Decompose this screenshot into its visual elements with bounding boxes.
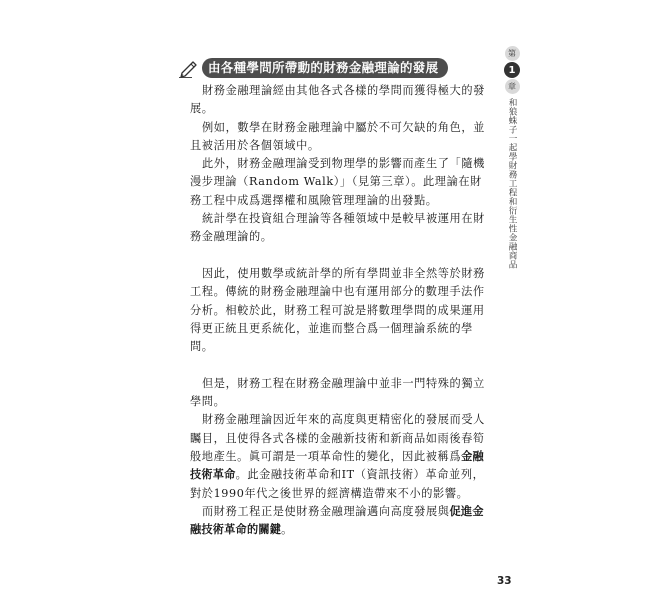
pencil-icon (178, 58, 200, 78)
paragraph (190, 411, 488, 502)
paragraph (190, 82, 488, 119)
page-number: 33 (497, 575, 512, 587)
paragraph-text: 因此，使用數學或統計學的所有學問並非全然等於財務工程。傳統的財務金融理論中也有運用部分的數理手法作分析。相較於此，財務工程可說是將數理學問的成果運用得更正統且更系統化，並進而整合爲一個理論系統的學問。 (190, 266, 485, 354)
chapter-tab (503, 46, 521, 269)
paragraph-text: 但是，財務工程在財務金融理論中並非一門特殊的獨立學問。 (190, 376, 485, 409)
paragraph-text: 財務金融理論因近年來的高度與更精密化的發展而受人矚目，且使得各式各樣的金融新技術和新商品如雨後春筍般地產生。眞可謂是一項革命性的變化，因此被稱爲 (190, 413, 485, 463)
paragraph-text: 。 (281, 523, 293, 537)
chapter-number: 1 (504, 62, 520, 78)
paragraph-text: 。此金融技術革命和IT（資訊技術）革命並列，對於1990年代之後世界的經濟構造帶來不小的影響。 (190, 468, 485, 500)
chapter-suffix: 章 (505, 79, 520, 94)
paragraph (190, 155, 488, 210)
paragraph-text: 財務金融理論經由其他各式各樣的學問而獲得極大的發展。 (190, 84, 485, 116)
section-heading-label: 由各種學問所帶動的財務金融理論的發展 (202, 58, 448, 78)
paragraph (190, 265, 488, 356)
paragraph-text: 例如，數學在財務金融理論中屬於不可欠缺的角色，並且被活用於各個領域中。 (190, 120, 485, 152)
paragraph (190, 503, 488, 540)
paragraph (190, 375, 488, 412)
paragraph (190, 210, 488, 247)
paragraph (190, 119, 488, 156)
book-title: 和狼蛛子一起學財務工程和衍生性金融商品 (507, 98, 517, 269)
section-heading (178, 58, 448, 78)
paragraph-text: 此外，財務金融理論受到物理學的影響而產生了「隨機漫步理論（Random Walk）」（見第三章）。此理論在財務工程中成爲選擇權和風險管理理論的出發點。 (190, 157, 485, 207)
paragraph-text: 而財務工程正是使財務金融理論邁向高度發展與 (202, 504, 450, 518)
bold-term: 金融技術革命 (190, 449, 484, 482)
chapter-prefix: 第 (505, 46, 520, 61)
bold-term: 促進金融技術革命的關鍵 (190, 504, 484, 537)
paragraph-text: 統計學在投資組合理論等各種領域中是較早被運用在財務金融理論的。 (190, 212, 485, 244)
body-text (190, 82, 488, 539)
